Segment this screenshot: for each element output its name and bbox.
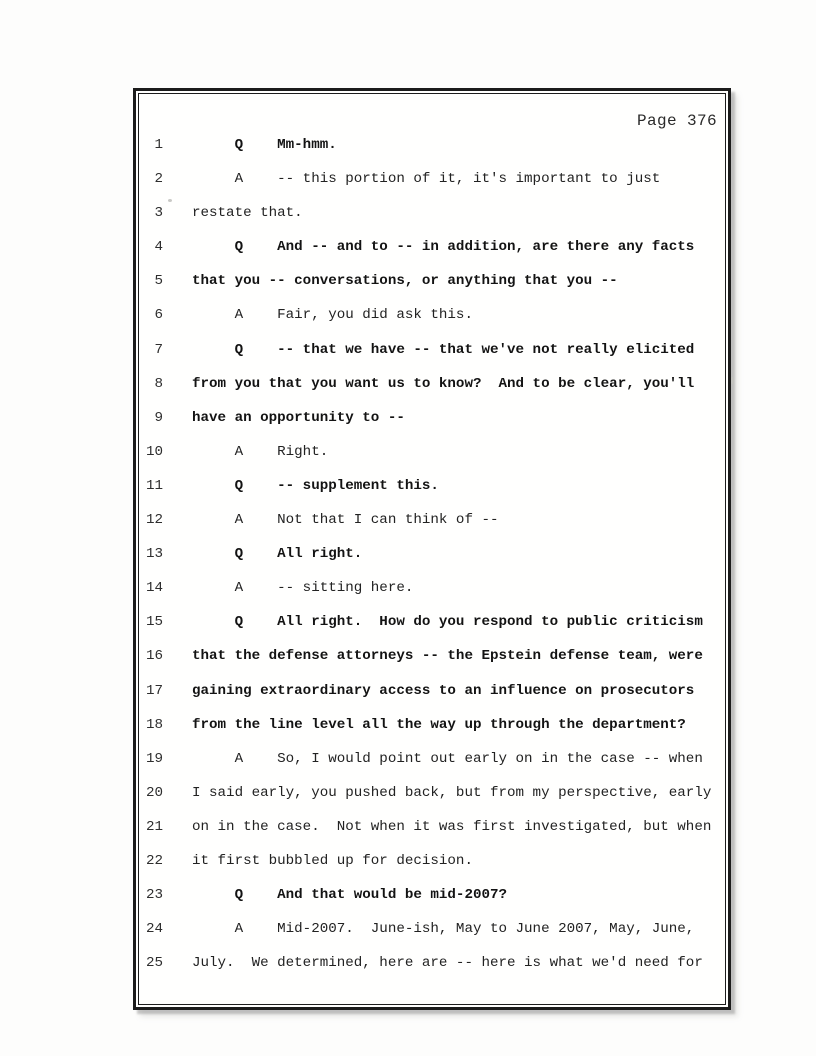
line-text: Q And that would be mid-2007? bbox=[192, 887, 508, 904]
line-text: A Fair, you did ask this. bbox=[192, 307, 473, 324]
line-number: 24 bbox=[145, 921, 163, 938]
scan-speckle bbox=[168, 199, 172, 202]
line-number: 6 bbox=[154, 307, 163, 324]
transcript-line bbox=[139, 878, 725, 912]
line-text: from you that you want us to know? And to be clear, you'll bbox=[192, 375, 695, 392]
transcript-line bbox=[139, 401, 725, 435]
line-number: 25 bbox=[145, 955, 163, 972]
transcript-line bbox=[139, 469, 725, 503]
transcript-line bbox=[139, 196, 725, 230]
line-text: it first bubbled up for decision. bbox=[192, 852, 473, 869]
transcript-line bbox=[139, 298, 725, 332]
line-number: 10 bbox=[145, 443, 163, 460]
transcript-line bbox=[139, 162, 725, 196]
line-text: restate that. bbox=[192, 205, 303, 222]
page-number-label: Page 376 bbox=[636, 112, 717, 130]
page-border-frame bbox=[133, 88, 731, 1010]
line-text: A -- this portion of it, it's important to just bbox=[192, 171, 661, 188]
line-number: 22 bbox=[145, 852, 163, 869]
line-number: 15 bbox=[145, 614, 163, 631]
line-number: 12 bbox=[145, 512, 163, 529]
transcript-line bbox=[139, 776, 725, 810]
line-number: 20 bbox=[145, 784, 163, 801]
scan-speckle bbox=[731, 377, 734, 384]
transcript-line bbox=[139, 333, 725, 367]
transcript-line bbox=[139, 230, 725, 264]
line-number: 7 bbox=[154, 341, 163, 358]
line-number: 3 bbox=[154, 205, 163, 222]
line-number: 11 bbox=[145, 477, 163, 494]
line-text: I said early, you pushed back, but from my perspective, early bbox=[192, 784, 712, 801]
transcript-line bbox=[139, 912, 725, 946]
line-text: A Mid-2007. June-ish, May to June 2007, May, June, bbox=[192, 921, 695, 938]
line-number: 17 bbox=[145, 682, 163, 699]
line-text: Q -- that we have -- that we've not really elicited bbox=[192, 341, 695, 358]
transcript-line bbox=[139, 605, 725, 639]
line-number: 2 bbox=[154, 171, 163, 188]
transcript-line bbox=[139, 264, 725, 298]
transcript-line bbox=[139, 708, 725, 742]
transcript-line bbox=[139, 844, 725, 878]
line-number: 23 bbox=[145, 887, 163, 904]
transcript-line bbox=[139, 742, 725, 776]
line-text: have an opportunity to -- bbox=[192, 409, 405, 426]
line-text: that you -- conversations, or anything that you -- bbox=[192, 273, 618, 290]
line-number: 1 bbox=[154, 137, 163, 153]
line-number: 21 bbox=[145, 818, 163, 835]
line-text: Q Mm-hmm. bbox=[192, 137, 337, 153]
line-number: 8 bbox=[154, 375, 163, 392]
line-number: 4 bbox=[154, 239, 163, 256]
line-number: 16 bbox=[145, 648, 163, 665]
line-text: gaining extraordinary access to an influence on prosecutors bbox=[192, 682, 695, 699]
line-text: A Not that I can think of -- bbox=[192, 512, 499, 529]
transcript-line bbox=[139, 128, 725, 162]
transcript-lines bbox=[139, 128, 725, 980]
transcript-line bbox=[139, 810, 725, 844]
line-text: A -- sitting here. bbox=[192, 580, 414, 597]
transcript-line bbox=[139, 571, 725, 605]
transcript-line bbox=[139, 639, 725, 673]
line-text: Q -- supplement this. bbox=[192, 477, 439, 494]
line-text: on in the case. Not when it was first investigated, but when bbox=[192, 818, 712, 835]
line-number: 13 bbox=[145, 546, 163, 563]
line-number: 18 bbox=[145, 716, 163, 733]
transcript-line bbox=[139, 367, 725, 401]
transcript-line bbox=[139, 674, 725, 708]
transcript-line bbox=[139, 537, 725, 571]
line-text: Q All right. How do you respond to public criticism bbox=[192, 614, 703, 631]
line-number: 14 bbox=[145, 580, 163, 597]
line-text: that the defense attorneys -- the Epstein defense team, were bbox=[192, 648, 703, 665]
line-number: 5 bbox=[154, 273, 163, 290]
page-border-inner-rule bbox=[138, 93, 726, 1005]
transcript-line bbox=[139, 946, 725, 980]
line-number: 9 bbox=[154, 409, 163, 426]
line-text: Q All right. bbox=[192, 546, 363, 563]
line-text: from the line level all the way up through the department? bbox=[192, 716, 686, 733]
line-text: A Right. bbox=[192, 443, 329, 460]
transcript-line bbox=[139, 503, 725, 537]
line-text: A So, I would point out early on in the case -- when bbox=[192, 750, 703, 767]
line-text: Q And -- and to -- in addition, are there any facts bbox=[192, 239, 695, 256]
line-number: 19 bbox=[145, 750, 163, 767]
transcript-line bbox=[139, 435, 725, 469]
line-text: July. We determined, here are -- here is what we'd need for bbox=[192, 955, 703, 972]
